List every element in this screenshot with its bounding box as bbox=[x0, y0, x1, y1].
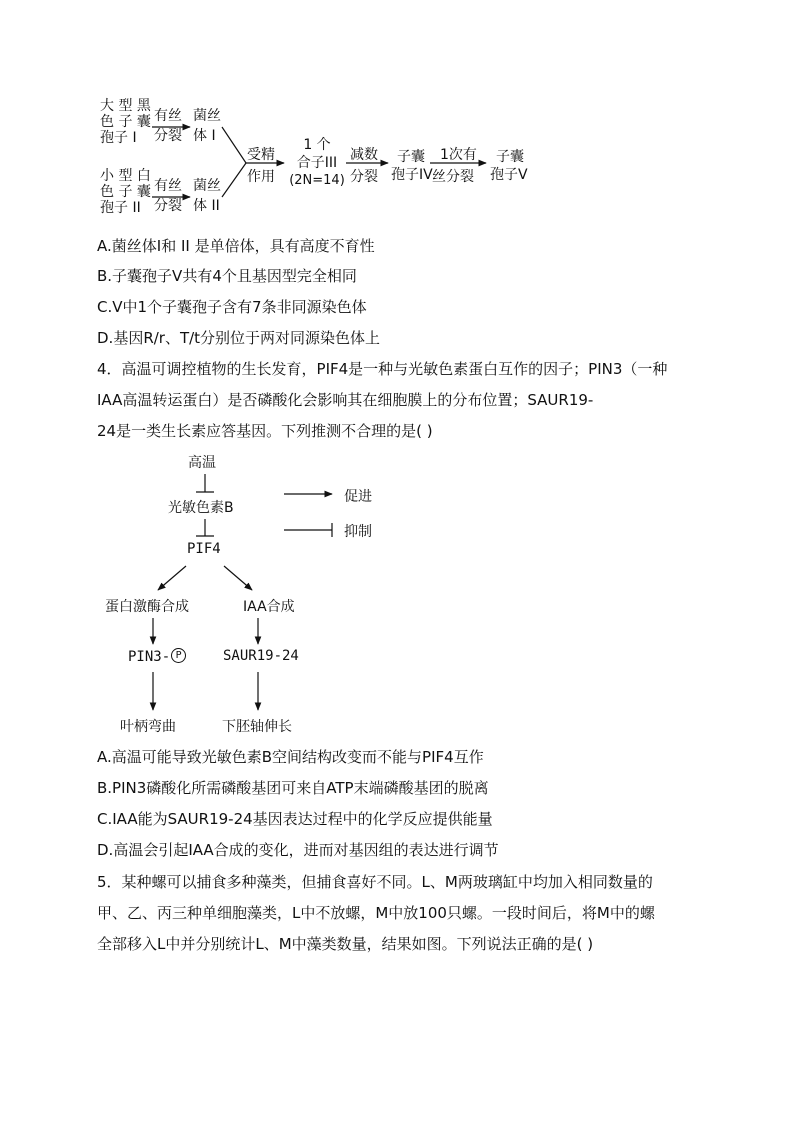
spore-4-line2: 孢子IV bbox=[391, 167, 433, 183]
q4-option-d: D.高温会引起IAA合成的变化，进而对基因组的表达进行调节 bbox=[97, 841, 499, 859]
phospho-circle-icon: P bbox=[171, 648, 186, 663]
mitosis-once-line1: 1次有 bbox=[440, 147, 477, 163]
node-iaa-synthesis: IAA合成 bbox=[243, 599, 295, 615]
node-phytochrome-b: 光敏色素B bbox=[168, 500, 234, 516]
spore-2-line: 孢子 II bbox=[100, 200, 141, 216]
q3-option-c: C.V中1个子囊孢子含有7条非同源染色体 bbox=[97, 298, 367, 316]
meiosis-line2: 分裂 bbox=[350, 169, 378, 185]
spore-1-line: 大 型 黑 bbox=[100, 98, 151, 114]
spore-5-line1: 子囊 bbox=[496, 149, 524, 165]
fertilization-line2: 作用 bbox=[247, 169, 275, 185]
node-petiole-bending: 叶柄弯曲 bbox=[120, 719, 176, 735]
q4-option-a: A.高温可能导致光敏色素B空间结构改变而不能与PIF4互作 bbox=[97, 748, 484, 766]
legend-promote-label: 促进 bbox=[344, 489, 372, 505]
zygote-line3: (2N=14) bbox=[289, 173, 345, 188]
node-high-temp: 高温 bbox=[188, 455, 216, 471]
legend-inhibit-label: 抑制 bbox=[344, 524, 372, 540]
q3-option-d: D.基因R/r、T/t分别位于两对同源染色体上 bbox=[97, 329, 381, 347]
node-kinase-synthesis: 蛋白激酶合成 bbox=[105, 599, 189, 615]
node-saur: SAUR19-24 bbox=[223, 648, 299, 664]
node-hypocotyl-elongation: 下胚轴伸长 bbox=[222, 719, 292, 735]
q4-stem-line1: 4．高温可调控植物的生长发育，PIF4是一种与光敏色素蛋白互作的因子；PIN3（一种 bbox=[97, 360, 668, 378]
hypha-1-line: 体 I bbox=[193, 128, 216, 144]
q4-option-c: C.IAA能为SAUR19-24基因表达过程中的化学反应提供能量 bbox=[97, 810, 493, 828]
merge-line-bottom bbox=[222, 163, 246, 197]
spore-2-line: 小 型 白 bbox=[100, 168, 151, 184]
spore-1-line: 孢子 I bbox=[100, 130, 137, 146]
q4-stem-line3: 24是一类生长素应答基因。下列推测不合理的是( ) bbox=[97, 422, 433, 440]
hypha-2-line: 体 II bbox=[193, 198, 220, 214]
zygote-line1: 1 个 bbox=[303, 137, 331, 153]
q4-option-b: B.PIN3磷酸化所需磷酸基团可来自ATP末端磷酸基团的脱离 bbox=[97, 779, 489, 797]
q4-stem-line2: IAA高温转运蛋白）是否磷酸化会影响其在细胞膜上的分布位置；SAUR19- bbox=[97, 391, 594, 409]
spore-1-line: 色 子 囊 bbox=[100, 114, 151, 130]
q5-stem-line3: 全部移入L中并分别统计L、M中藻类数量，结果如图。下列说法正确的是( ) bbox=[97, 935, 594, 953]
q3-option-a: A.菌丝体I和 II 是单倍体，具有高度不育性 bbox=[97, 237, 375, 255]
mitosis-bottom-line1: 有丝 bbox=[154, 178, 182, 194]
mitosis-top-line1: 有丝 bbox=[154, 108, 182, 124]
spore-4-line1: 子囊 bbox=[397, 149, 425, 165]
arrow-pif4-to-kinase bbox=[158, 566, 186, 590]
spore-2-line: 色 子 囊 bbox=[100, 184, 151, 200]
pin3-label: PIN3- bbox=[128, 649, 171, 665]
mitosis-once-line2: 丝分裂 bbox=[432, 169, 474, 185]
fertilization-line1: 受精 bbox=[247, 147, 275, 163]
merge-line-top bbox=[222, 127, 246, 163]
q5-stem-line2: 甲、乙、丙三种单细胞藻类，L中不放螺，M中放100只螺。一段时间后，将M中的螺 bbox=[97, 904, 655, 922]
q5-stem-line1: 5．某种螺可以捕食多种藻类，但捕食喜好不同。L、M两玻璃缸中均加入相同数量的 bbox=[97, 873, 653, 891]
mitosis-top-line2: 分裂 bbox=[154, 128, 182, 144]
q3-option-b: B.子囊孢子V共有4个且基因型完全相同 bbox=[97, 267, 357, 285]
hypha-2-line: 菌丝 bbox=[193, 178, 221, 194]
node-pif4: PIF4 bbox=[187, 541, 221, 557]
mitosis-bottom-line2: 分裂 bbox=[154, 198, 182, 214]
hypha-1-line: 菌丝 bbox=[193, 108, 221, 124]
arrow-pif4-to-iaa bbox=[224, 566, 252, 590]
meiosis-line1: 减数 bbox=[350, 147, 378, 163]
zygote-line2: 合子III bbox=[296, 155, 338, 171]
spore-5-line2: 孢子V bbox=[490, 167, 528, 183]
